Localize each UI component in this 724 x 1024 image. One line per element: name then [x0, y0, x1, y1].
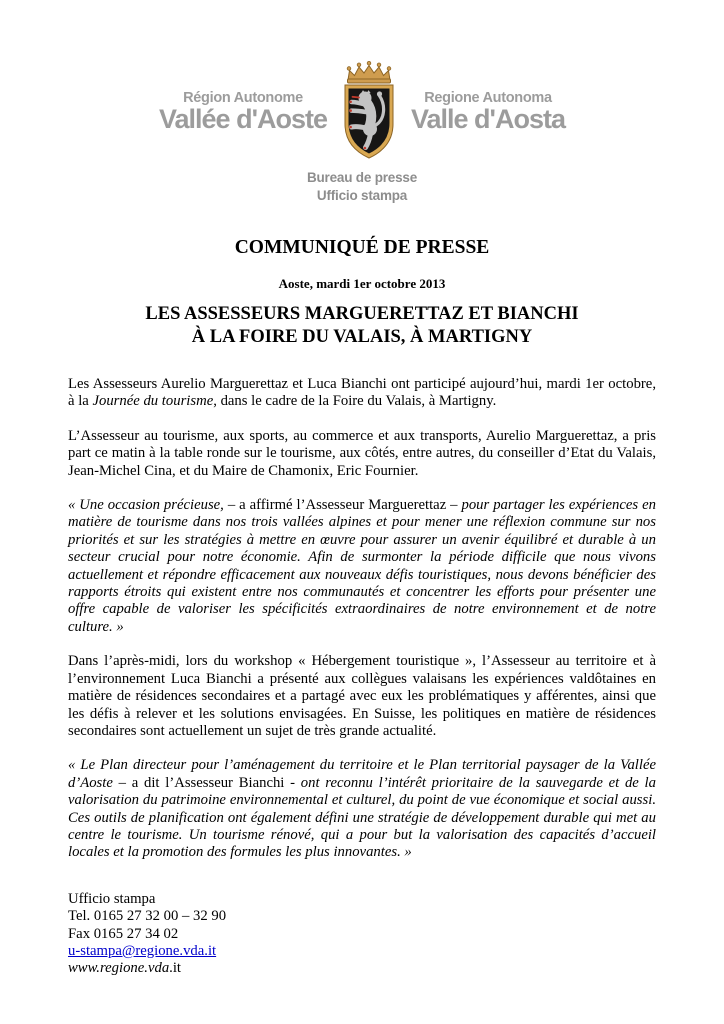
p1-event-name: Journée du tourisme: [92, 393, 214, 410]
dateline: Aoste, mardi 1er octobre 2013: [278, 276, 446, 291]
contact-block: [68, 891, 226, 977]
logo-italian-line1: Regione Autonoma: [424, 89, 552, 106]
paragraph-intro: [68, 376, 656, 411]
contact-fax: Fax 0165 27 34 02: [68, 925, 179, 942]
contact-phone: Tel. 0165 27 32 00 – 32 90: [68, 908, 227, 925]
logo-wordmark-italian: [411, 91, 565, 134]
email-link[interactable]: u-stampa@regione.vda.it: [68, 942, 217, 959]
website: [68, 960, 226, 977]
paragraph-quote-marguerettaz: [68, 497, 656, 636]
p3-attribution: a affirmé l’Assesseur Marguerettaz: [239, 497, 447, 514]
p1-pre: Les Assesseurs Aurelio Marguerettaz et Luca Bianchi ont participé aujourd’hui, mardi 1er octobre, à la: [68, 376, 656, 410]
p5-attribution: a dit l’Assesseur Bianchi -: [131, 774, 296, 791]
crown-icon: [347, 61, 391, 83]
headline-line1: LES ASSESSEURS MARGUERETTAZ ET BIANCHI: [145, 304, 579, 324]
logo-french-line2: Vallée d'Aoste: [159, 104, 327, 135]
p3-quote-close: – pour partager les expériences en matière de tourisme dans nos trois vallées alpines et pour mener une réflexion commune sur nos priorités et sur les stratégies à mettre en œuvre pour assurer un avenir équilibré et durable à un secteur crucial pour notre économie. Afin de surmonter la période difficile que nous vivons actuellement et répondre efficacement aux nouveaux défis touristiques, nous devons bénéficier des rapports étroits qui existent entre nos communautés et concentrer les efforts pour présenter une offre capable de valoriser les spécificités extraordinaires de notre environnement et de notre culture. »: [68, 497, 656, 635]
paragraph-afternoon-workshop: Dans l’après-midi, lors du workshop « Hébergement touristique », l’Assesseur au territoire et à l’environnement Luca Bianchi a présenté aux collègues valaisans les expériences valdôtaines en matière de résidences secondaires et a partagé avec eux les problématiques y afférentes, ainsi que les défis à relever et les solutions envisagées. En Suisse, les politiques en matière de résidences secondaires sont actuellement un sujet de très grande actualité.: [68, 653, 656, 739]
document-title: COMMUNIQUÉ DE PRESSE: [234, 237, 490, 258]
headline: [0, 303, 724, 349]
headline-line2: À LA FOIRE DU VALAIS, À MARTIGNY: [191, 326, 533, 347]
p1-post: , dans le cadre de la Foire du Valais, à Martigny.: [213, 393, 497, 410]
p5-quote-close: ont reconnu l’intérêt prioritaire de la sauvegarde et de la valorisation du patrimoine environnemental et culturel, du point de vue économique et social aussi. Ces outils de planification ont également défini une stratégie de développement durable qui met au centre le tourisme. Un tourisme rénové, qui a pour but la valorisation des capacités d’accueil locales et la promotion des formules les plus innovantes. »: [68, 774, 656, 861]
paragraph-quote-bianchi: [68, 757, 656, 861]
contact-office: Ufficio stampa: [68, 891, 156, 907]
website-domain: www.regione.vda: [68, 960, 170, 977]
logo-french-line1: Région Autonome: [183, 89, 303, 106]
article-body: [68, 376, 656, 879]
press-office-label: [0, 169, 724, 205]
p3-quote-open: « Une occasion précieuse, –: [68, 497, 240, 514]
logo-wordmark-french: [159, 91, 327, 134]
press-office-line-it: Ufficio stampa: [316, 188, 408, 204]
paragraph-morning-roundtable: L’Assesseur au tourisme, aux sports, au commerce et aux transports, Aurelio Marguerettaz, a pris part ce matin à la table ronde sur le tourisme, aux côtés, entre autres, du conseiller d’Etat du Valais, Jean-Michel Cina, et du Maire de Chamonix, Eric Fournier.: [68, 427, 656, 479]
valle-daosta-crest-icon: [336, 60, 402, 164]
logo-italian-line2: Valle d'Aosta: [411, 104, 565, 135]
header: [0, 60, 724, 164]
press-office-line-fr: Bureau de presse: [306, 170, 418, 185]
p5-quote-open: « Le Plan directeur pour l’aménagement du territoire et le Plan territorial paysager de la Vallée d’Aoste –: [68, 757, 656, 791]
website-tld: .it: [169, 960, 182, 977]
contact-email-row: [68, 943, 226, 960]
